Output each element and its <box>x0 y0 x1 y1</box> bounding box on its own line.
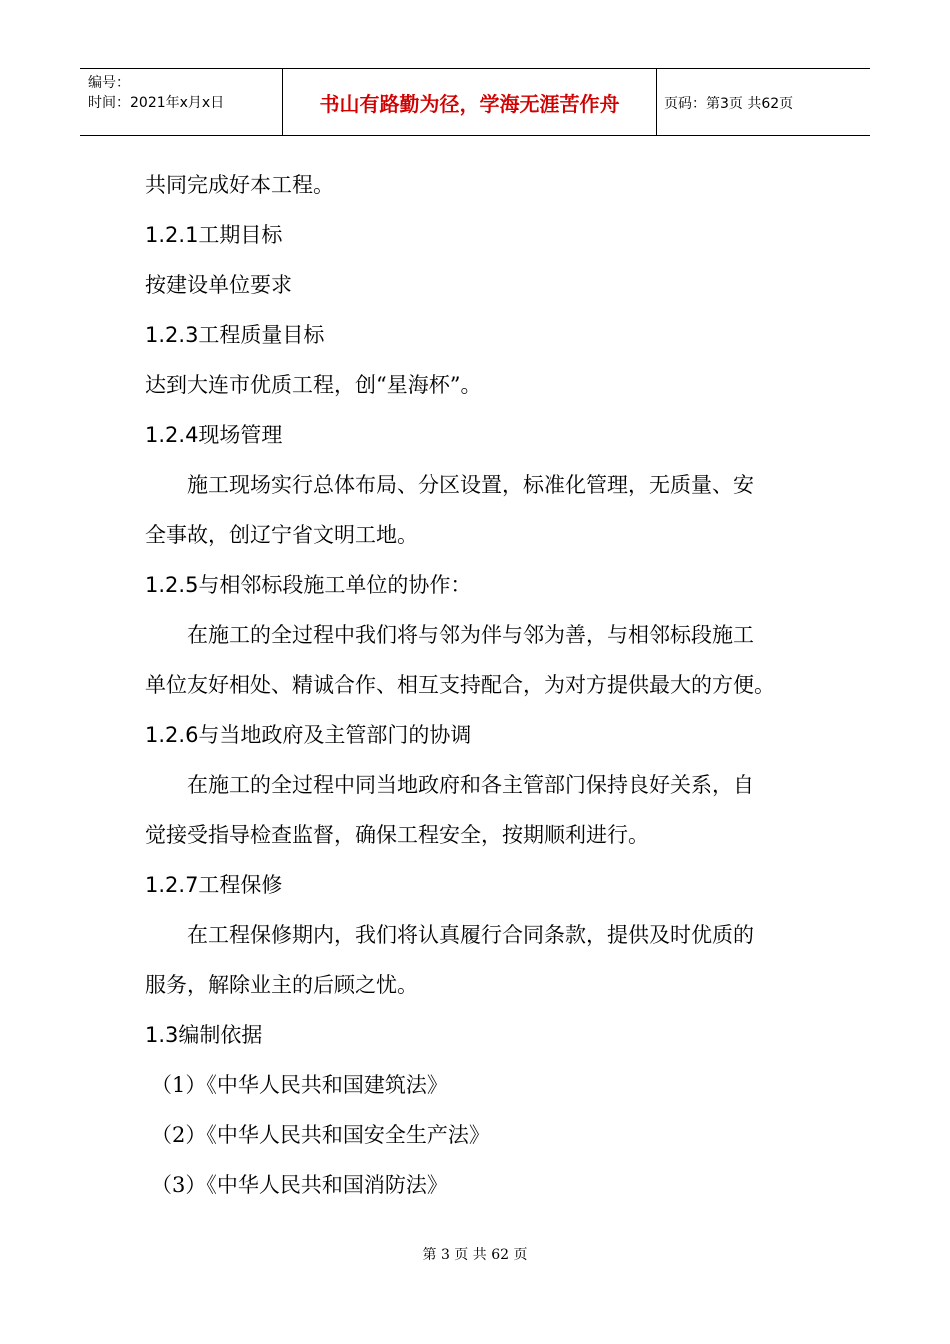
header-motto: 书山有路勤为径，学海无涯苦作舟 <box>319 92 620 116</box>
section-heading-1-3: 1.3编制依据 <box>145 1023 263 1047</box>
section-heading-1-2-5: 1.2.5与相邻标段施工单位的协作： <box>145 573 472 597</box>
section-heading-1-2-7: 1.2.7工程保修 <box>145 873 283 897</box>
page-footer: 第 3 页 共 62 页 <box>422 1247 528 1263</box>
header-divider-right <box>656 69 657 135</box>
header-time-label: 时间：2021年x月x日 <box>88 95 225 111</box>
basis-list-item-1: （1）《中华人民共和国建筑法》 <box>151 1073 448 1097</box>
coordination-para-line-2: 觉接受指导检查监督，确保工程安全，按期顺利进行。 <box>145 823 649 847</box>
warranty-para-line-2: 服务，解除业主的后顾之忧。 <box>145 973 418 997</box>
coordination-para-line-1: 在施工的全过程中同当地政府和各主管部门保持良好关系，自 <box>187 773 754 797</box>
site-management-para-line-1: 施工现场实行总体布局、分区设置，标准化管理，无质量、安 <box>187 473 754 497</box>
header-page-info: 页码：第3页 共62页 <box>664 96 794 112</box>
warranty-para-line-1: 在工程保修期内，我们将认真履行合同条款，提供及时优质的 <box>187 923 754 947</box>
schedule-target-text: 按建设单位要求 <box>145 273 292 297</box>
cooperation-para-line-1: 在施工的全过程中我们将与邻为伴与邻为善，与相邻标段施工 <box>187 623 754 647</box>
section-heading-1-2-3: 1.2.3工程质量目标 <box>145 323 325 347</box>
quality-target-text: 达到大连市优质工程，创“星海杯”。 <box>145 373 482 397</box>
basis-list-item-3: （3）《中华人民共和国消防法》 <box>151 1173 448 1197</box>
page-header <box>80 68 870 136</box>
document-body <box>145 165 810 1215</box>
basis-list-item-2: （2）《中华人民共和国安全生产法》 <box>151 1123 490 1147</box>
body-line-1: 共同完成好本工程。 <box>145 173 334 197</box>
site-management-para-line-2: 全事故，创辽宁省文明工地。 <box>145 523 418 547</box>
section-heading-1-2-1: 1.2.1工期目标 <box>145 223 283 247</box>
section-heading-1-2-6: 1.2.6与当地政府及主管部门的协调 <box>145 723 472 747</box>
header-number-label: 编号： <box>88 75 130 91</box>
cooperation-para-line-2: 单位友好相处、精诚合作、相互支持配合，为对方提供最大的方便。 <box>145 673 775 697</box>
section-heading-1-2-4: 1.2.4现场管理 <box>145 423 283 447</box>
header-meta <box>88 73 278 113</box>
